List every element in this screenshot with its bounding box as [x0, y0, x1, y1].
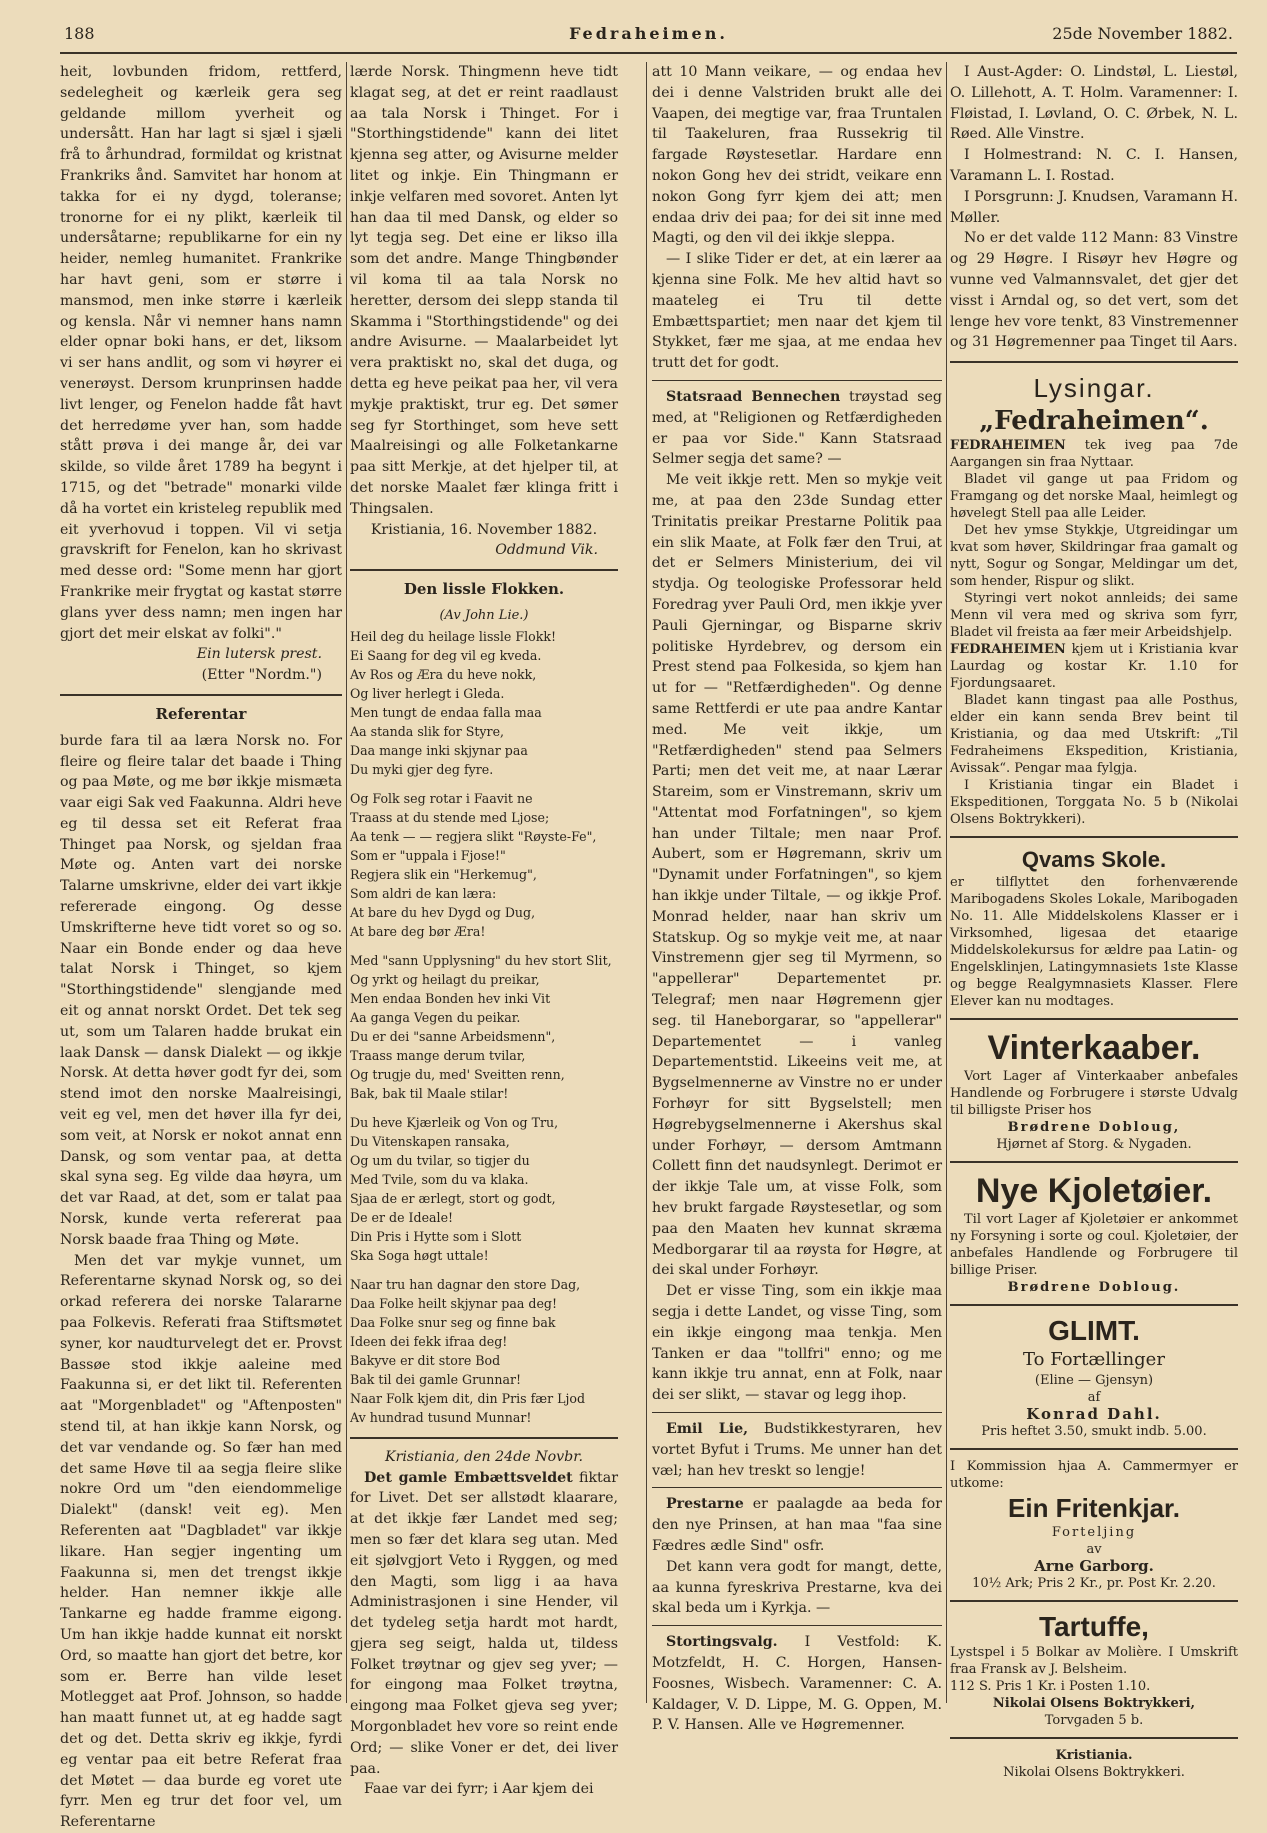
paragraph-lead: Prestarne [666, 1496, 744, 1513]
ad-divider [950, 1161, 1238, 1163]
poem-line: Av Ros og Æra du heve nokk, [350, 666, 537, 682]
column-rule [946, 62, 947, 1703]
poem-line: Og yrkt og heilagt du preikar, [350, 971, 540, 987]
poem-line: Naar tru han dagnar den store Dag, [350, 1276, 581, 1292]
ad-title: Vinterkaaber. [987, 1029, 1201, 1068]
ad-subtitle: Forteljing [1051, 1525, 1137, 1541]
article-paragraph: Men det var mykje vunnet, um Referentarne skynad Norsk og, so dei orkad referera dei norske Talararne paa Folkevis. Referati fraa Stiftsmøtet syner, kor naudturvelegt det er. Provst Bassøe stod ikkje aaleine med Faakunna si, er det likt til. Referenten aat "Morgenbladet" og "Aftenposten" stend til, at han ikkje kann Norsk, og det var vendande og. So fær han med det same Høve til aa segja fleire slike nokre Ord um "den eiendommelige Dialekt" (dansk! veit eg). Men Referenten aat "Dagbladet" var ikkje likare. Han segjer ingenting um Faakunna si, men det trengst ikkje helder. Han nemner ikkje alle Tankarne eg hadde framme eigong. Um han ikkje hadde kunnat eit norskt Ord, so maatte han gjort det betre, kor som er. Berre han vilde leset Motlegget aat Prof. Johnson, so hadde han maatt funnet ut, at eg hadde sagt det og det. Detta skriv eg ikkje, fyrdi eg ventar paa eit betre Referat fraa det Møtet — daa burde eg voret ute fyrr. Men eg trur det foor vel, um Referentarne [60, 1252, 342, 1831]
newspaper-title: Fedraheimen. [569, 24, 728, 43]
ads-heading: Lysingar. [1033, 373, 1155, 404]
poem-line: At bare deg bør Æra! [350, 923, 486, 939]
page-number: 188 [64, 24, 95, 43]
vinterkaaber-ad [950, 1028, 1238, 1153]
ad-divider [950, 1304, 1238, 1306]
poem-line: Og um du tvilar, so tigjer du [350, 1152, 530, 1168]
article-text: Budstikkestyraren, hev vortet Byfut i Trums. Me unner han det væl; han hev treskt so lengje! [652, 1421, 942, 1479]
section-divider [652, 1625, 942, 1626]
poem-stanza [350, 951, 618, 1103]
ad-text: av [1086, 1542, 1102, 1558]
ad-text: I Kristiania tingar ein Bladet i Ekspeditionen, Torggata No. 5 b (Nikolai Olsens Boktrykkeri). [950, 778, 1238, 828]
poem-line: Du heve Kjærleik og Von og Tru, [350, 1114, 559, 1130]
ad-firm: Brødrene Dobloug, [1007, 1120, 1181, 1136]
ad-text: Bladet kann tingast paa alle Posthus, elder ein kann senda Brev beint til Kristiania, og daa med Utskrift: „Til Fedraheimens Ekspedition, Kristiania, Avissak“. Pengar maa fylgja. [950, 693, 1238, 777]
poem-line: Sjaa de er ærlegt, stort og godt, [350, 1190, 556, 1206]
ad-price: 10½ Ark; Pris 2 Kr., pr. Post Kr. 2.20. [972, 1576, 1216, 1592]
article-signature: Oddmund Vik. [495, 542, 598, 559]
poem-stanza [350, 789, 618, 941]
column-rule [646, 62, 647, 1703]
imprint-city: Kristiania. [1055, 1748, 1133, 1764]
ad-text: Bladet vil gange ut paa Fridom og Framgang og det norske Maal, heimlegt og høvelegt Stell paa alle Leider. [950, 472, 1238, 522]
ad-text: af [1087, 1390, 1101, 1406]
poem-author: (Av John Lie.) [439, 607, 529, 623]
ad-text: Til vort Lager af Kjoletøier er ankommet ny Forsyning i sorte og coul. Kjoletøier, der anbefales Handlende og Forbrugere til billige Priser. [950, 1212, 1238, 1279]
issue-date: 25de November 1882. [1052, 24, 1233, 43]
dateline: Kristiania, den 24de Novbr. [384, 1448, 583, 1465]
fritenkjar-ad [950, 1458, 1238, 1592]
glimt-ad [950, 1314, 1238, 1440]
ad-text: er tilflyttet den forhenværende Maribogadens Skoles Lokale, Maribogaden No. 11. Alle Middelskolens Klasser er i Virksomhed, ligesaa det etaarige Middelskolekursus for ældre paa Latin- og Engelsklinjen, Latingymnasiets 1ste Klasse og begge Realgymnasiets Klasser. Flere Elever kan nu modtages. [950, 875, 1238, 1010]
ad-lead: FEDRAHEIMEN [950, 642, 1066, 658]
poem-line: Bak, bak til Maale stilar! [350, 1085, 509, 1101]
poem-line: Som er "uppala i Fjose!" [350, 847, 506, 863]
ad-text: kjem ut i Kristiania kvar Laurdag og kostar Kr. 1.10 for Fjordungsaaret. [950, 642, 1238, 692]
section-divider [652, 1487, 942, 1488]
column-4 [950, 62, 1238, 1781]
article-paragraph: Faae var dei fyrr; i Aar kjem dei [364, 1781, 594, 1798]
paragraph-lead: Stortingsvalg. [666, 1634, 778, 1651]
ad-text: Det hev ymse Stykkje, Utgreidingar um kvat som høver, Skildringar fraa gamalt og nytt, Sogur og Songar, Meldingar um det, som hender, Rispur og slikt. [950, 523, 1238, 590]
article-text: fiktar for Livet. Det ser allstødt klaarare, at det ikkje fær Landet med seg; men so fær det klara seg utan. Med eit sjølvgjort Veto i Ryggen, og med den Magti, som ligg i aa hava Administrasjonen i sine Hender, vil det tydeleg setja hardt mot hardt, gjera seg seigt, halda ut, tildess Folket trøytnar og gjev seg yver; — for eingong maa Folket trøytna, eingong maa Folket gjeva seg yver; Morgonbladet hev vore so reint ende Ord; — slike Voner er det, dei liver paa. [350, 1469, 619, 1777]
paragraph-lead: Statsraad Bennechen [666, 388, 841, 405]
ad-text: I Kommission hjaa A. Cammermyer er utkome: [950, 1459, 1238, 1492]
poem-line: Av hundrad tusund Munnar! [350, 1409, 532, 1425]
poem-line: Men endaa Bonden hev inki Vit [350, 990, 551, 1006]
poem-line: Men tungt de endaa falla maa [350, 704, 542, 720]
section-divider [652, 380, 942, 381]
article-place: Kristiania, 16. November 1882. [370, 521, 598, 538]
poem-line: Med "sann Upplysning" du hev stort Slit, [350, 952, 612, 968]
poem-line: Og liver herlegt i Gleda. [350, 685, 505, 701]
paragraph-lead: Emil Lie, [666, 1421, 749, 1437]
article-paragraph: heit, lovbunden fridom, rettferd, sedelegheit og kærleik gera seg geldande millom yverheit og undersått. Han har lagt si sjæl i sjæli frå to århundrad, formildat og kristnat Frankriks ånd. Samvitet har honom at takka for ei ny dygd, toleranse; tronorne for ei ny plikt, kærleik til undersåtarne; republikarne for ein ny heider, nemleg humanitet. Frankrike har havt geni, som er større i mansmod, men inke større i kærleik og kensla. Når vi nemner hans namn elder opnar boki hans, er det, liksom vi ser hans andlit, og som vi høyrer ei venerøyst. Dersom krunprinsen hadde livt lenger, og Fenelon hadde fåt havt det herredøme yver han, som hadde stått prøva i dei mange år, dei var skilde, so vilde året 1789 ha begynt i 1715, og det "betrade" monarki vilde då ha vortet ein kristeleg republik med eit yverhovud i toppen. Vil vi setja gravskrift for Fenelon, kan ho skrivast med desse ord: "Some menn har gjort Frankrike meir frygtat og kastat større glans yver dess namn; men ingen har gjort det meir elskat av folki"." [60, 64, 342, 642]
poem-line: Bak til dei gamle Grunnar! [350, 1371, 522, 1387]
ad-price: 112 S. Pris 1 Kr. i Posten 1.10. [950, 1679, 1151, 1695]
article-paragraph: I Porsgrunn: J. Knudsen, Varamann H. Møller. [950, 188, 1238, 226]
poem-line: Og trugje du, med' Sveitten renn, [350, 1066, 565, 1082]
section-divider [350, 569, 618, 571]
poem-line: At bare du hev Dygd og Dug, [350, 904, 536, 920]
ad-text: Lystspel i 5 Bolkar av Molière. I Umskrift fraa Fransk av J. Belsheim. [950, 1645, 1238, 1678]
ad-divider [950, 1448, 1238, 1450]
poem-line: Ska Soga høgt uttale! [350, 1247, 489, 1263]
column-1 [60, 62, 342, 1831]
article-paragraph: Det er visse Ting, som ein ikkje maa segja i dette Landet, og visse Ting, som ein ikkje eingong maa tenkja. Men Tanken er daa "tollfri" enno; og me kann ikkje tru annat, enn at Folk, naar dei ser slikt, — stavar og legg ihop. [652, 1283, 942, 1404]
article-source: (Etter "Nordm.") [201, 667, 322, 684]
column-3 [652, 62, 942, 1734]
section-divider [60, 694, 342, 696]
ad-price: Pris heftet 3.50, smukt indb. 5.00. [981, 1424, 1207, 1440]
ad-title: GLIMT. [1048, 1315, 1140, 1347]
ad-address: Hjørnet af Storg. & Nygaden. [996, 1137, 1192, 1153]
ad-title: Nye Kjoletøier. [975, 1172, 1213, 1211]
article-signature: Ein lutersk prest. [196, 646, 322, 663]
poem-line: Din Pris i Hytte som i Slott [350, 1228, 522, 1244]
section-divider [350, 1437, 618, 1439]
column-2 [350, 62, 619, 1798]
ad-address: Torvgaden 5 b. [1044, 1713, 1144, 1729]
poem-line: Traass at du stende med Ljose; [350, 809, 550, 825]
ad-text: (Eline — Gjensyn) [1034, 1373, 1154, 1389]
ad-text: Styringi vert nokot annleids; dei same Menn vil vera med og skriva som fyrr, Bladet vil freista aa fær meir Arbeidshjelp. [950, 591, 1238, 641]
poem-line: De er de Ideale! [350, 1209, 454, 1225]
poem-line: Du Vitenskapen ransaka, [350, 1133, 510, 1149]
page-header [60, 14, 1237, 54]
poem-title: Den lissle Flokken. [403, 580, 565, 599]
poem-line: Daa Folke heilt skjynar paa deg! [350, 1295, 558, 1311]
kjoletoier-ad [950, 1171, 1238, 1296]
poem-line: Bakyve er dit store Bod [350, 1352, 501, 1368]
ad-divider [950, 836, 1238, 838]
poem-line: Heil deg du heilage lissle Flokk! [350, 628, 557, 644]
ad-author: Konrad Dahl. [1026, 1405, 1162, 1424]
poem-line: Ideen dei fekk ifraa deg! [350, 1333, 508, 1349]
ad-divider [950, 1018, 1238, 1020]
imprint [950, 1747, 1238, 1781]
article-paragraph: Det kann vera godt for mangt, dette, aa kunna fyreskriva Prestarne, kva dei skal beda um i Kyrkja. — [652, 1558, 942, 1617]
article-paragraph: — I slike Tider er det, at ein lærer aa kjenna sine Folk. Me hev altid havt so maateleg ei Tru til dette Embættspartiet; men naar det kjem til Stykket, fær me sjaa, at me endaa hev trutt det for godt. [652, 251, 942, 372]
poem-line: Traass mange derum tvilar, [350, 1047, 526, 1063]
poem-line: Og Folk seg rotar i Faavit ne [350, 790, 533, 806]
poem-line: Ei Saang for deg vil eg kveda. [350, 647, 542, 663]
poem-line: Du er dei "sanne Arbeidsmenn", [350, 1028, 556, 1044]
section-divider [652, 1412, 942, 1413]
poem-stanza [350, 627, 618, 779]
ad-text: tek iveg paa 7de Aargangen sin fraa Nyttaar. [950, 438, 1238, 471]
ad-lead: FEDRAHEIMEN [950, 438, 1066, 454]
article-paragraph: No er det valde 112 Mann: 83 Vinstre og 29 Høgre. I Risøyr hev Høgre og vunne ved Valmannsvalet, det gjer det visst i Arndal og, so det vert, som det lenge hev vore tenkt, 83 Vinstremenner og 31 Høgremenner paa Tinget til Aars. [950, 230, 1238, 351]
ad-author: Arne Garborg. [1034, 1557, 1154, 1576]
section-heading: Referentar [155, 704, 247, 723]
article-text: er paalagde aa beda for den nye Prinsen, at han maa "faa sine Fædres ædle Sind" osfr. [652, 1496, 942, 1554]
section-divider [950, 361, 1238, 363]
article-paragraph: att 10 Mann veikare, — og endaa hev dei i denne Valstriden brukt alle dei Vaapen, dei megtige var, fraa Truntalen til Taakeluren, fraa Russekrig til fargade Røystesetlar. Hardare enn nokon Gong hev dei stridt, veikare enn nokon Gong fyrr kjem dei att; men endaa driv dei paa; for dei sit inne med Magti, og den vil dei ikkje sleppa. [652, 64, 942, 247]
qvams-skole-ad [950, 846, 1238, 1010]
article-text: I Vestfold: K. Motzfeldt, H. C. Horgen, Hansen-Foosnes, Wisbech. Varamenner: C. A. Kaldager, V. D. Lippe, M. G. Oppen, M. P. V. Hansen. Alle ve Høgremenner. [652, 1634, 942, 1734]
ad-firm: Brødrene Dobloug. [1007, 1280, 1181, 1296]
poem-line: Aa tenk — — regjera slikt "Røyste-Fe", [350, 828, 597, 844]
ad-title: Ein Fritenkjar. [1008, 1493, 1180, 1524]
poem-line: Aa standa slik for Styre, [350, 723, 505, 739]
paragraph-lead: Det gamle Embættsveldet [364, 1469, 573, 1486]
ad-text: Vort Lager af Vinterkaaber anbefales Handlende og Forbrugere i største Udvalg til billigste Priser hos [950, 1069, 1238, 1119]
poem-line: Daa mange inki skjynar paa [350, 742, 528, 758]
article-paragraph: lærde Norsk. Thingmenn heve tidt klagat seg, at det er reint raadlaust aa tala Norsk i Thinget. For i "Storthingstidende" kann dei litet kjenna seg atter, og Avisurne melder litet og inkje. Ein Thingmann er inkje velfaren med sovoret. Anten lyt han daa til med Dansk, og elder so lyt tegja seg. Det eine er likso illa som det andre. Mange Thingbønder vil koma til aa tala Norsk no heretter, dersom dei slepp standa til Skamma i "Storthingstidende" og dei andre Avisurne. — Maalarbeidet lyt vera praktiskt no, skal det duga, og detta eg heve peikat paa her, vil vera mykje praktiskt, trur eg. Det sømer seg fyr Storthinget, som heve sett Maalreisingi og alle Folketankarne paa sitt Merkje, at det hjelper til, at det norske Maalet fær klinga fritt i Thingsalen. [350, 64, 618, 517]
poem-line: Med Tvile, som du va klaka. [350, 1171, 529, 1187]
poem-stanza [350, 1275, 618, 1427]
ad-firm: Nikolai Olsens Boktrykkeri, [992, 1696, 1196, 1712]
poem-line: Aa ganga Vegen du peikar. [350, 1009, 521, 1025]
ad-divider [950, 1737, 1238, 1739]
ad-title: Qvams Skole. [1021, 847, 1167, 873]
ad-divider [950, 1600, 1238, 1602]
poem-line: Du myki gjer deg fyre. [350, 761, 494, 777]
ad-subtitle: To Fortællinger [1023, 1349, 1165, 1371]
article-paragraph: I Aust-Agder: O. Lindstøl, L. Liestøl, O. Lillehott, A. T. Holm. Varamenner: I. Fløistad, I. Løvland, O. C. Ørbek, N. L. Røed. Alle Vinstre. [950, 64, 1238, 143]
fedraheimen-ad [950, 405, 1238, 828]
article-text: trøystad seg med, at "Religionen og Retfærdigheden er paa vor Side." Kann Statsraad Selmer segja det same? — [652, 388, 942, 468]
article-paragraph: burde fara til aa læra Norsk no. For fleire og fleire talar det baade i Thing og paa Møte, og me bør ikkje mismæta vaar eigi Sak ved Faakunna. Aldri heve eg til dessa set eit Referat fraa Thinget paa Norsk, og sjeldan fraa Møte og. Anten vart dei norske Talarne umskrivne, elder dei vart ikkje refererade eingong. Og desse Umskrifterne heve tidt voret so og so. Naar ein Bonde ender og daa heve talat Norsk i Thinget, so kjem "Storthingstidende" slengjande med eit og annat norskt Ordet. Det tek seg ut, som um Talaren hadde brukat ein laak Dansk — dansk Dialekt — og ikkje Norsk. At detta høver godt fyr dei, som stend imot den norske Maalreisingi, veit eg vel, men det høver illa fyr dei, som veit, at Norsk er nokot annat enn Dansk, og som ventar paa, at detta skal syna seg. Eg vilde daa høyra, um det var Raad, at det, som er talat paa Norsk, kunde verta refererat paa Norsk baade fraa Thing og Møte. [60, 732, 342, 1248]
column-rule [346, 62, 347, 1703]
ad-title: „Fedraheimen“. [979, 406, 1209, 437]
ad-title: Tartuffe, [1039, 1611, 1149, 1643]
poem [350, 627, 618, 1427]
poem-line: Daa Folke snur seg og finne bak [350, 1314, 556, 1330]
article-paragraph: I Holmestrand: N. C. I. Hansen, Varamann L. I. Rostad. [950, 147, 1238, 184]
poem-line: Regjera slik ein "Herkemug", [350, 866, 537, 882]
imprint-printer: Nikolai Olsens Boktrykkeri. [1003, 1765, 1185, 1781]
tartuffe-ad [950, 1610, 1238, 1729]
article-paragraph: Me veit ikkje rett. Men so mykje veit me, at paa den 23de Sundag etter Trinitatis preikar Prestarne Politik paa ein slik Maate, at Folk fær den Trui, at det er Selmers Ministerium, dei vil stydja. Og teologiske Professorar held Foredrag yver Pauli Ord, men ikkje yver Pauli Gjerningar, og Bisparne skriv politiske Hyrdebrev, og dersom ein Prest stend paa Folkesida, so kjem han ut for — "Retfærdigheden". Og denne same Rettferdi er ute paa andre Kantar med. Me veit ikkje, um "Retfærdigheden" stend paa Selmers Parti; men det veit me, at naar Lærar Stareim, som er Vinstremann, skriv um "Attentat mod Forfatningen", so kjem han under Tiltale; men naar Prof. Aubert, som er Høgremann, skriv um "Dynamit under Forfatningen", so kjem han ikkje under Tiltale, — og ikkje Prof. Monrad helder, naar han skriv um Statskup. Og so mykje veit me, at naar Vinstremenn gjer seg til Myrmenn, so "appellerar" Departementet pr. Telegraf; men naar Høgremenn gjer seg. til Haneborgarar, so "appellerar" Departementet — i vanleg Departementstid. Likeeins veit me, at Bygselmennerne av Vinstre no er under Forhøyr for sitt Bygselstell; men Høgrebygselmennerne i Akershus skal under Forhøyr, — dersom Amtmann Collett finn det naudsynlegt. Derimot er der ikkje Tale um, at visse Folk, som hev brukt fargade Røystesetlar, og som paa den Maaten hev kunnat skræma Medborgarar til aa røysta for Høgre, at dei skal under Forhøyr. [652, 472, 942, 1279]
poem-stanza [350, 1113, 618, 1265]
poem-line: Naar Folk kjem dit, din Pris fær Ljod [350, 1390, 586, 1406]
poem-line: Som aldri de kan læra: [350, 885, 497, 901]
